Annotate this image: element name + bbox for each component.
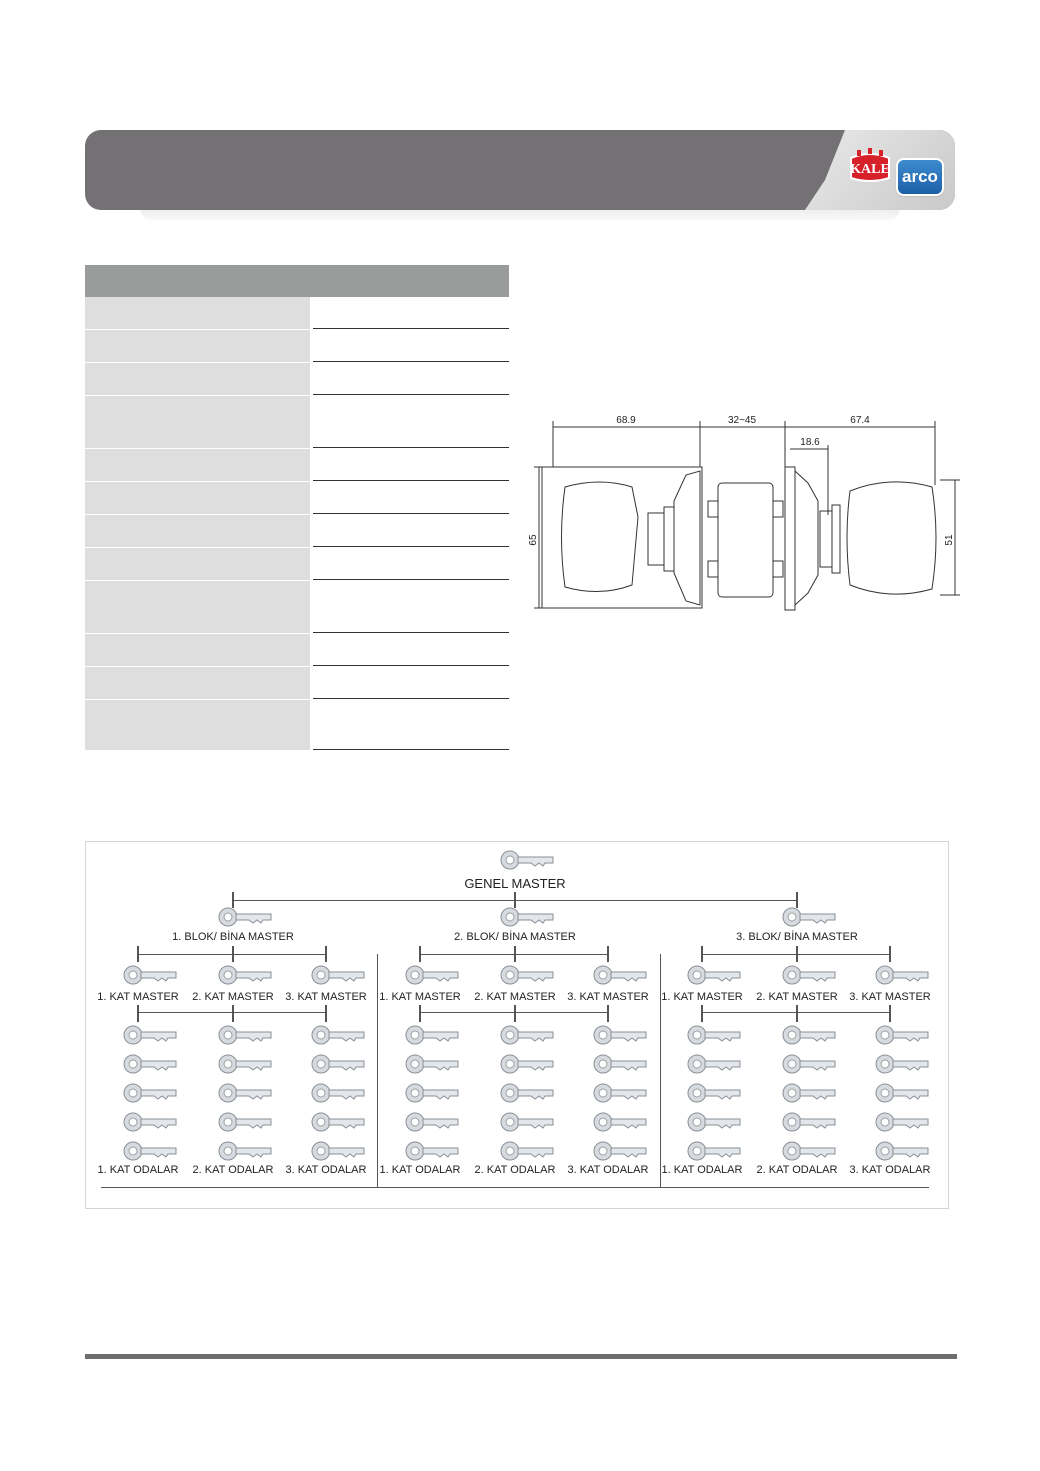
master-key-chart xyxy=(85,841,949,1209)
dim-right-width: 67.4 xyxy=(850,415,870,426)
connector-tick xyxy=(889,946,891,962)
key-icon xyxy=(592,1082,648,1104)
key-icon xyxy=(686,1111,742,1133)
key-icon xyxy=(310,1082,366,1104)
key-icon xyxy=(217,1111,273,1133)
key-icon xyxy=(686,1082,742,1104)
key-icon xyxy=(874,1082,930,1104)
general-master-label: GENEL MASTER xyxy=(464,876,566,891)
connector-tick xyxy=(701,946,703,962)
connector-tick xyxy=(419,946,421,962)
spec-key-cell xyxy=(85,363,310,395)
key-icon xyxy=(686,1053,742,1075)
spec-row xyxy=(85,363,509,396)
key-icon xyxy=(404,1082,460,1104)
dim-left-height: 65 xyxy=(528,534,539,546)
spec-row xyxy=(85,515,509,548)
key-icon xyxy=(686,1024,742,1046)
spec-key-cell xyxy=(85,330,310,362)
key-icon xyxy=(499,1053,555,1075)
spec-row xyxy=(85,297,509,330)
key-icon xyxy=(122,1111,178,1133)
dim-left-width: 68.9 xyxy=(616,415,636,426)
key-icon xyxy=(310,1111,366,1133)
key-icon xyxy=(217,1024,273,1046)
spec-row xyxy=(85,548,509,581)
spec-row xyxy=(85,634,509,667)
connector-tick xyxy=(660,954,661,1187)
arco-logo: arco xyxy=(898,160,942,194)
connector-tick xyxy=(325,946,327,962)
connector-tick xyxy=(514,1005,516,1022)
dim-right-height: 51 xyxy=(944,534,955,546)
spec-row xyxy=(85,449,509,482)
connector-tick xyxy=(701,1005,703,1022)
spec-value-cell xyxy=(313,363,509,395)
spec-key-cell xyxy=(85,396,310,448)
spec-table-body xyxy=(85,297,509,751)
floor-master-label: 2. KAT MASTER xyxy=(474,991,556,1003)
key-icon xyxy=(217,906,273,928)
block-master-label: 2. BLOK/ BİNA MASTER xyxy=(454,931,576,943)
block-master-label: 1. BLOK/ BİNA MASTER xyxy=(172,931,294,943)
dim-rose-offset: 18.6 xyxy=(800,437,820,448)
key-icon xyxy=(404,964,460,986)
key-icon xyxy=(217,1082,273,1104)
connector-tick xyxy=(514,946,516,962)
footer-divider xyxy=(85,1354,957,1359)
spec-table-header xyxy=(85,265,509,297)
key-icon xyxy=(686,964,742,986)
key-icon xyxy=(404,1024,460,1046)
spec-value-cell xyxy=(313,449,509,481)
spec-row xyxy=(85,667,509,700)
connector-tick xyxy=(419,1005,421,1022)
floor-rooms-label: 3. KAT ODALAR xyxy=(285,1164,367,1176)
key-icon xyxy=(592,1024,648,1046)
key-icon xyxy=(404,1111,460,1133)
spec-key-cell xyxy=(85,634,310,666)
kale-logo-text: KALE xyxy=(850,162,890,177)
key-icon xyxy=(874,964,930,986)
spec-value-cell xyxy=(313,581,509,633)
key-icon xyxy=(310,1024,366,1046)
key-icon xyxy=(122,1082,178,1104)
spec-value-cell xyxy=(313,700,509,750)
spec-row xyxy=(85,482,509,515)
floor-rooms-label: 2. KAT ODALAR xyxy=(192,1164,274,1176)
key-icon xyxy=(310,1140,366,1162)
spec-table xyxy=(85,265,509,751)
floor-rooms-label: 2. KAT ODALAR xyxy=(474,1164,556,1176)
key-icon xyxy=(217,964,273,986)
spec-row xyxy=(85,330,509,363)
key-icon xyxy=(499,1140,555,1162)
connector-line xyxy=(101,1187,929,1188)
key-icon xyxy=(404,1140,460,1162)
key-icon xyxy=(592,1053,648,1075)
key-icon xyxy=(122,1053,178,1075)
spec-value-cell xyxy=(313,330,509,362)
key-icon xyxy=(874,1140,930,1162)
key-icon xyxy=(781,1082,837,1104)
floor-master-label: 1. KAT MASTER xyxy=(97,991,179,1003)
key-icon xyxy=(781,906,837,928)
key-icon xyxy=(499,1111,555,1133)
connector-tick xyxy=(377,954,378,1187)
floor-rooms-label: 2. KAT ODALAR xyxy=(756,1164,838,1176)
spec-row xyxy=(85,700,509,751)
connector-tick xyxy=(137,946,139,962)
connector-line xyxy=(702,1012,890,1013)
floor-master-label: 1. KAT MASTER xyxy=(379,991,461,1003)
spec-row xyxy=(85,396,509,449)
key-icon xyxy=(781,964,837,986)
connector-tick xyxy=(607,1005,609,1022)
key-icon xyxy=(781,1053,837,1075)
key-icon xyxy=(499,1024,555,1046)
connector-line xyxy=(420,1012,608,1013)
spec-value-cell xyxy=(313,396,509,448)
key-icon xyxy=(404,1053,460,1075)
connector-tick xyxy=(232,1005,234,1022)
floor-rooms-label: 1. KAT ODALAR xyxy=(379,1164,461,1176)
key-icon xyxy=(217,1140,273,1162)
spec-key-cell xyxy=(85,449,310,481)
key-icon xyxy=(874,1024,930,1046)
connector-tick xyxy=(889,1005,891,1022)
kale-logo xyxy=(847,148,893,184)
spec-key-cell xyxy=(85,515,310,547)
floor-master-label: 1. KAT MASTER xyxy=(661,991,743,1003)
spec-value-cell xyxy=(313,297,509,329)
block-master-label: 3. BLOK/ BİNA MASTER xyxy=(736,931,858,943)
floor-master-label: 2. KAT MASTER xyxy=(756,991,838,1003)
key-icon xyxy=(122,1024,178,1046)
spec-value-cell xyxy=(313,667,509,699)
connector-tick xyxy=(796,946,798,962)
key-icon xyxy=(781,1140,837,1162)
spec-key-cell xyxy=(85,667,310,699)
key-icon xyxy=(217,1053,273,1075)
floor-rooms-label: 1. KAT ODALAR xyxy=(661,1164,743,1176)
spec-row xyxy=(85,581,509,634)
key-icon xyxy=(310,1053,366,1075)
floor-master-label: 3. KAT MASTER xyxy=(567,991,649,1003)
key-icon xyxy=(499,906,555,928)
key-icon xyxy=(592,964,648,986)
key-icon xyxy=(592,1111,648,1133)
key-icon xyxy=(499,849,555,871)
connector-tick xyxy=(325,1005,327,1022)
key-icon xyxy=(310,964,366,986)
floor-master-label: 2. KAT MASTER xyxy=(192,991,274,1003)
key-icon xyxy=(781,1111,837,1133)
floor-rooms-label: 1. KAT ODALAR xyxy=(97,1164,179,1176)
key-icon xyxy=(874,1111,930,1133)
floor-master-label: 3. KAT MASTER xyxy=(285,991,367,1003)
key-icon xyxy=(874,1053,930,1075)
spec-value-cell xyxy=(313,634,509,666)
header-banner xyxy=(85,130,955,210)
spec-key-cell xyxy=(85,297,310,329)
lock-dimension-drawing xyxy=(520,405,980,620)
spec-key-cell xyxy=(85,482,310,514)
key-icon xyxy=(686,1140,742,1162)
connector-tick xyxy=(607,946,609,962)
key-icon xyxy=(592,1140,648,1162)
key-icon xyxy=(499,1082,555,1104)
connector-tick xyxy=(232,946,234,962)
floor-rooms-label: 3. KAT ODALAR xyxy=(849,1164,931,1176)
spec-key-cell xyxy=(85,700,310,750)
spec-value-cell xyxy=(313,482,509,514)
spec-value-cell xyxy=(313,548,509,580)
spec-key-cell xyxy=(85,548,310,580)
spec-value-cell xyxy=(313,515,509,547)
connector-tick xyxy=(137,1005,139,1022)
key-icon xyxy=(781,1024,837,1046)
key-icon xyxy=(499,964,555,986)
dim-door-thickness: 32~45 xyxy=(727,415,757,426)
spec-key-cell xyxy=(85,581,310,633)
key-icon xyxy=(122,1140,178,1162)
floor-rooms-label: 3. KAT ODALAR xyxy=(567,1164,649,1176)
connector-tick xyxy=(796,1005,798,1022)
connector-line xyxy=(138,1012,326,1013)
floor-master-label: 3. KAT MASTER xyxy=(849,991,931,1003)
key-icon xyxy=(122,964,178,986)
